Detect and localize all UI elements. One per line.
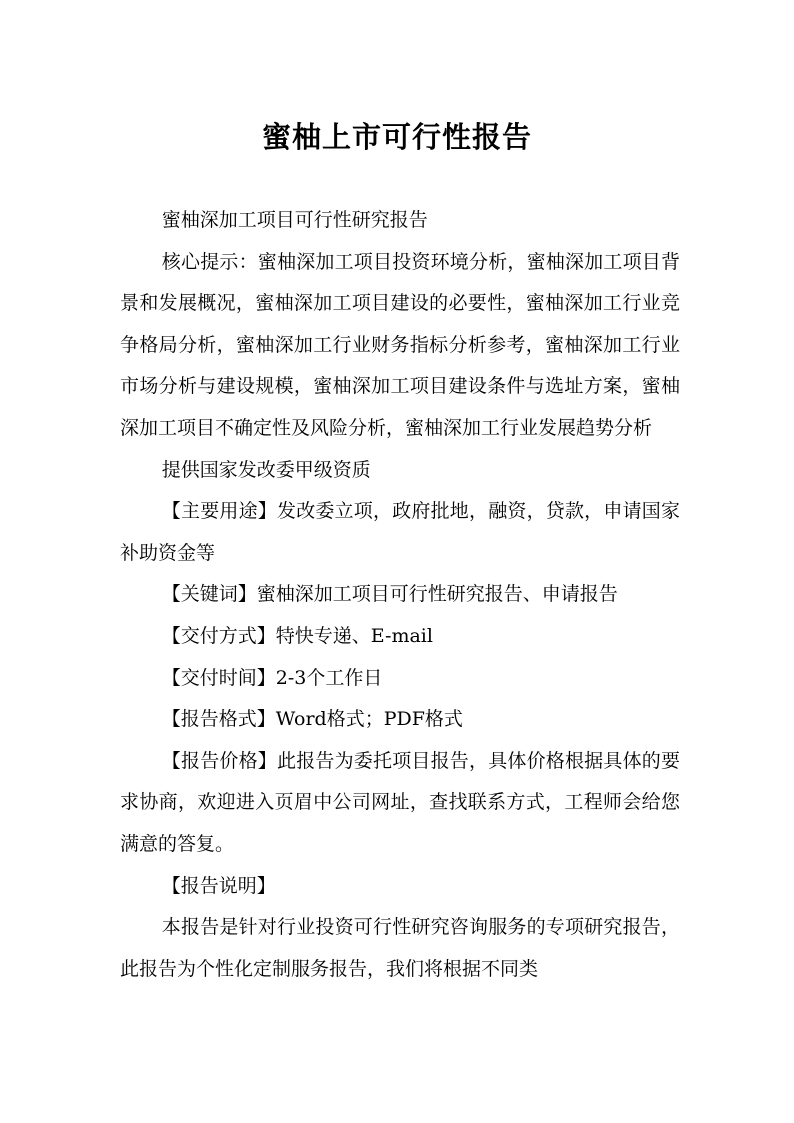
paragraph-report-notes: 本报告是针对行业投资可行性研究咨询服务的专项研究报告，此报告为个性化定制服务报告，我们将根据不同类 [120, 916, 680, 980]
paragraph-delivery-method: 【交付方式】特快专递、E-mail [161, 624, 433, 647]
paragraph-report-name: 蜜柚深加工项目可行性研究报告 [161, 209, 428, 231]
paragraph-report-format: 【报告格式】Word格式；PDF格式 [161, 708, 463, 731]
paragraph-main-use: 【主要用途】发改委立项，政府批地，融资，贷款，申请国家补助资金等 [120, 500, 680, 564]
paragraph-keywords: 【关键词】蜜柚深加工项目可行性研究报告、申请报告 [161, 583, 618, 606]
paragraph-qualification: 提供国家发改委甲级资质 [161, 458, 371, 481]
document-body [120, 200, 680, 990]
paragraph-report-notes-heading: 【报告说明】 [161, 874, 276, 897]
paragraph-core-tips: 核心提示：蜜柚深加工项目投资环境分析，蜜柚深加工项目背景和发展概况，蜜柚深加工项目建设的必要性，蜜柚深加工行业竞争格局分析，蜜柚深加工行业财务指标分析参考，蜜柚深加工行业市场分析与建设规模，蜜柚深加工项目建设条件与选址方案，蜜柚深加工项目不确定性及风险分析，蜜柚深加工行业发展趋势分析 [120, 250, 680, 439]
paragraph-report-price: 【报告价格】此报告为委托项目报告，具体价格根据具体的要求协商，欢迎进入页眉中公司网址，查找联系方式，工程师会给您满意的答复。 [120, 749, 680, 855]
paragraph-delivery-time: 【交付时间】2-3个工作日 [161, 666, 383, 689]
document-title: 蜜柚上市可行性报告 [261, 120, 532, 155]
